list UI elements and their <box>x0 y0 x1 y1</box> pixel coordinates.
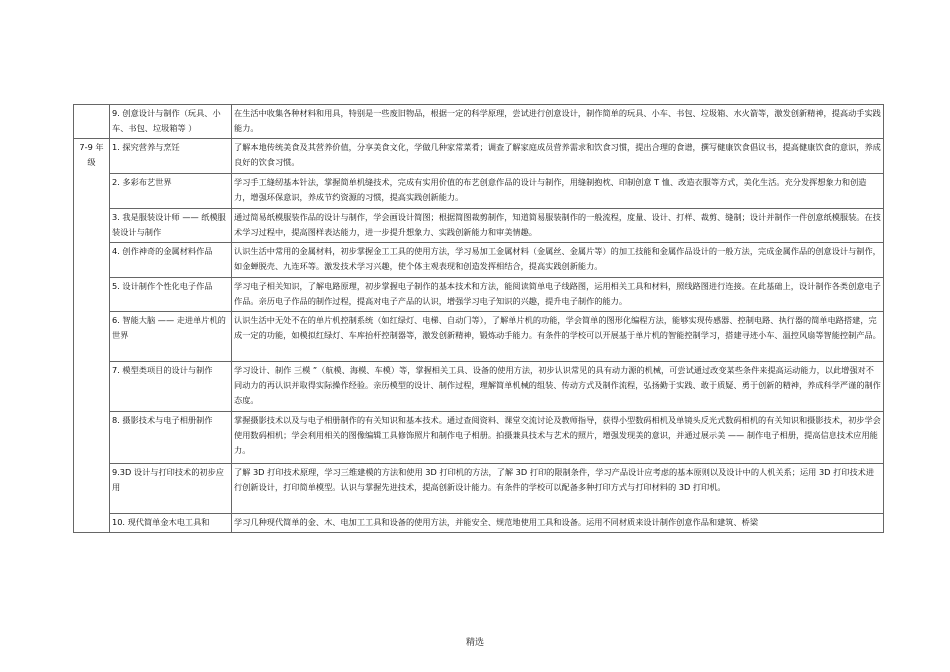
topic-cell: 10. 现代简单金木电工具和 <box>110 514 232 533</box>
topic-cell: 9.3D 设计与打印技术的初步应用 <box>110 464 232 514</box>
grade-cell: 7-9 年级 <box>74 139 110 533</box>
topic-cell: 8. 摄影技术与电子相册制作 <box>110 412 232 464</box>
description-cell: 学习手工缝纫基本针法，掌握简单机缝技术，完成有实用价值的布艺创意作品的设计与制作，用缝制抱枕、印制创意 T 恤、改造衣服等方式，美化生活。充分发挥想象力和创造力，增强环保意识，养成节约资源的习惯，提高实践创新能力。 <box>232 174 884 209</box>
description-cell: 了解本地传统美食及其营养价值，分享美食文化，学做几种家常菜肴；调查了解家庭成员营养需求和饮食习惯，提出合理的食谱，撰写健康饮食倡议书，提高健康饮食的意识，养成良好的饮食习惯。 <box>232 139 884 174</box>
description-cell: 了解 3D 打印技术原理，学习三维建模的方法和使用 3D 打印机的方法，了解 3D 打印的限制条件，学习产品设计应考虑的基本原则以及设计中的人机关系；运用 3D 打印技术进行创新设计，打印简单模型。认识与掌握先进技术，提高创新设计能力。有条件的学校可以配备多种打印方式与打印材料的 3D 打印机。 <box>232 464 884 514</box>
table-row <box>74 464 884 514</box>
description-cell: 掌握摄影技术以及与电子相册制作的有关知识和基本技术。通过查阅资料、课堂交流讨论及教师指导，获得小型数码相机及单镜头反光式数码相机的有关知识和摄影技术，初步学会使用数码相机；学会利用相关的图像编辑工具修饰照片和制作电子相册。拍摄兼具技术与艺术的照片，增强发现美的意识，并通过展示美 —— 制作电子相册，提高信息技术应用能力。 <box>232 412 884 464</box>
topic-cell: 2. 多彩布艺世界 <box>110 174 232 209</box>
description-cell: 学习设计、制作 三模 ”（航模、海模、车模）等，掌握相关工具、设备的使用方法，初步认识常见的具有动力源的机械，可尝试通过改变某些条件来提高运动能力，以此增强对不同动力的再认识并取得实际操作经验。亲历模型的设计、制作过程，理解简单机械的组装、传动方式及制作流程，弘扬勤于实践、敢于质疑、勇于创新的精神，养成科学严谨的制作态度。 <box>232 362 884 412</box>
page-footer: 精选 <box>465 638 484 648</box>
table-row <box>74 174 884 209</box>
topic-cell: 6. 智能大脑 —— 走进单片机的世界 <box>110 312 232 362</box>
description-cell: 在生活中收集各种材料和用具，特别是一些废旧物品，根据一定的科学原理，尝试进行创意设计，制作简单的玩具、小车、书包、垃圾箱、水火箭等，激发创新精神，提高动手实践能力。 <box>232 105 884 139</box>
description-cell: 学习几种现代简单的金、木、电加工工具和设备的使用方法，并能安全、规范地使用工具和设备。运用不同材质来设计制作创意作品和建筑、桥梁 <box>232 514 884 533</box>
table-row <box>74 243 884 278</box>
table-row <box>74 514 884 533</box>
description-cell: 学习电子相关知识，了解电路原理，初步掌握电子制作的基本技术和方法，能阅读简单电子线路图，运用相关工具和材料，照线路图进行连接。在此基础上，设计制作各类创意电子作品。亲历电子作品的制作过程，提高对电子产品的认识，增强学习电子知识的兴趣，提升电子制作的能力。 <box>232 278 884 312</box>
topic-cell: 7. 模型类项目的设计与制作 <box>110 362 232 412</box>
topic-cell: 9. 创意设计与制作（玩具、小车、书包、垃圾箱等 ） <box>110 105 232 139</box>
table-row <box>74 278 884 312</box>
table-row <box>74 105 884 139</box>
topic-cell: 1. 探究营养与烹饪 <box>110 139 232 174</box>
description-cell: 认识生活中无处不在的单片机控制系统（如红绿灯、电梯、自动门等），了解单片机的功能，学会简单的图形化编程方法，能够实现传感器、控制电路、执行器的简单电路搭建，完成一定的功能，如模拟红绿灯、车库抬杆控制器等，激发创新精神，锻炼动手能力。有条件的学校可以开展基于单片机的智能控制学习，搭建寻迹小车、温控风扇等智能控制产品。 <box>232 312 884 362</box>
table-row <box>74 412 884 464</box>
table-row <box>74 362 884 412</box>
topic-cell: 3. 我是服装设计师 —— 纸模服装设计与制作 <box>110 209 232 243</box>
table-row <box>74 209 884 243</box>
grade-cell-empty <box>74 105 110 139</box>
table-row <box>74 139 884 174</box>
description-cell: 通过简易纸模服装作品的设计与制作，学会画设计简图；根据简图裁剪制作，知道简易服装制作的一般流程，度量、设计、打样、裁剪、缝制；设计并制作一件创意纸模服装。在技术学习过程中，提高图样表达能力，进一步提升想象力、实践创新能力和审美情趣。 <box>232 209 884 243</box>
description-cell: 认识生活中常用的金属材料，初步掌握金工工具的使用方法，学习易加工金属材料（金属丝、金属片等）的加工技能和金属作品设计的一般方法，完成金属作品的创意设计与制作，如金蝉脱壳、九连环等。激发技术学习兴趣，使个体主观表现和创造发挥相结合，提高实践创新能力。 <box>232 243 884 278</box>
table-row <box>74 312 884 362</box>
curriculum-table <box>73 104 884 533</box>
topic-cell: 5. 设计制作个性化电子作品 <box>110 278 232 312</box>
topic-cell: 4. 创作神奇的金属材料作品 <box>110 243 232 278</box>
